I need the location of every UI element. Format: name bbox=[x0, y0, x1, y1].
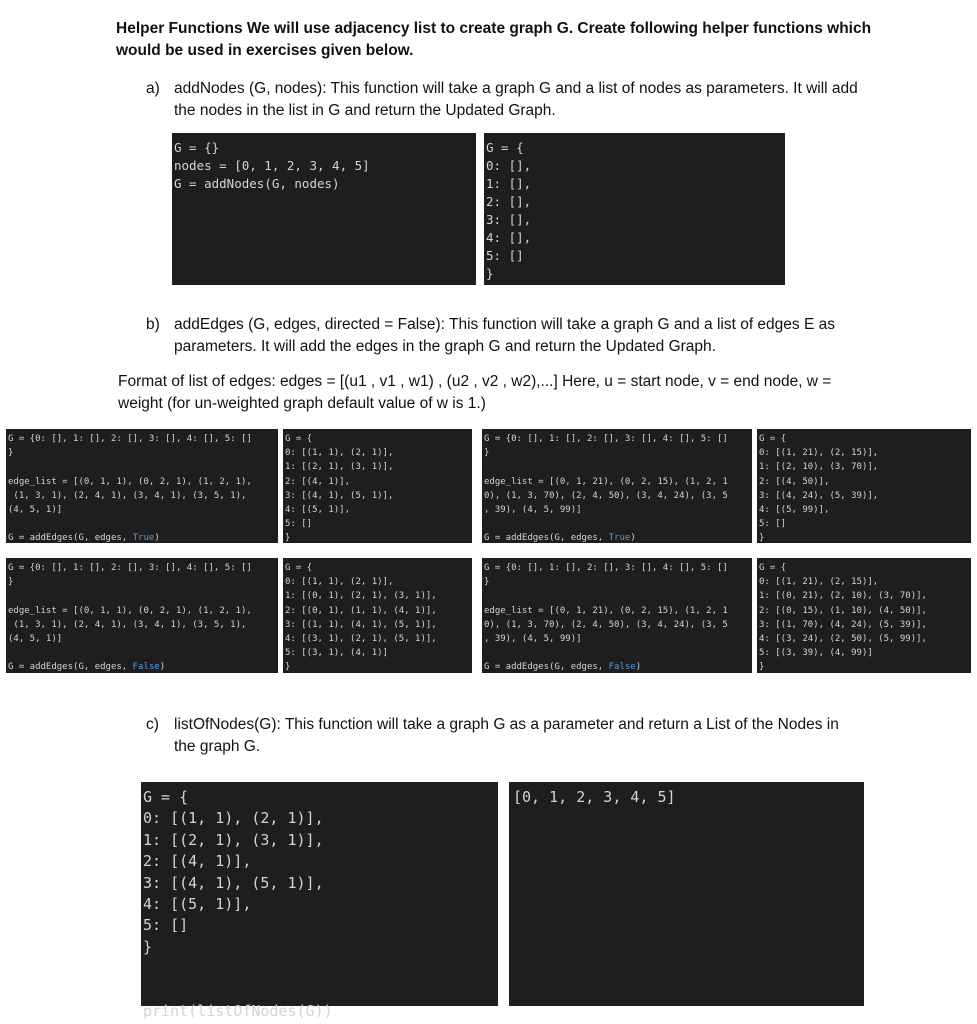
code-b-directed-unweighted-input bbox=[6, 429, 278, 543]
code-line bbox=[8, 460, 278, 474]
code-line bbox=[143, 980, 498, 1001]
code-line: G = { bbox=[759, 563, 787, 573]
code-line: 0: [(1, 1), (2, 1)], bbox=[285, 448, 394, 459]
code-line: 1: [(2, 1), (3, 1)], bbox=[143, 830, 324, 849]
item-c-label: c) bbox=[146, 716, 159, 733]
code-line: (4, 5, 1)] bbox=[8, 505, 63, 516]
code-line: 5: [(3, 39), (4, 99)] bbox=[759, 648, 873, 659]
code-line: 3: [(4, 1), (5, 1)], bbox=[143, 873, 324, 892]
code-line: G = {0: [], 1: [], 2: [], 3: [], 4: [], 5: [] bbox=[484, 563, 728, 573]
code-line: edge_list = [(0, 1, 1), (0, 2, 1), (1, 2, 1), bbox=[8, 476, 252, 487]
code-line bbox=[8, 646, 278, 660]
code-line: G = { bbox=[759, 434, 787, 444]
code-line: G = {} bbox=[174, 140, 220, 155]
code-line: } bbox=[285, 533, 291, 544]
code-line: G = addEdges(G, edges, True) bbox=[484, 533, 636, 544]
code-line: G = { bbox=[285, 563, 313, 573]
code-line: 0), (1, 3, 70), (2, 4, 50), (3, 4, 24), (3, 5 bbox=[484, 619, 728, 630]
code-line: 2: [(0, 1), (1, 1), (4, 1)], bbox=[285, 605, 437, 616]
code-line: 2: [(4, 50)], bbox=[759, 476, 830, 487]
code-line: } bbox=[484, 448, 490, 459]
code-line: G = {0: [], 1: [], 2: [], 3: [], 4: [], 5: [] bbox=[484, 434, 728, 444]
code-line bbox=[8, 589, 278, 603]
code-line: G = { bbox=[486, 140, 524, 155]
code-line: G = addNodes(G, nodes) bbox=[174, 176, 340, 191]
item-c-text: listOfNodes(G): This function will take a graph G as a parameter and return a List of the Nodes in the graph G. bbox=[174, 716, 839, 755]
boolean-keyword: True bbox=[608, 533, 631, 544]
code-line: } bbox=[8, 448, 14, 459]
code-line: 1: [(0, 21), (2, 10), (3, 70)], bbox=[759, 591, 927, 602]
code-line: } bbox=[486, 266, 494, 281]
item-a-text: addNodes (G, nodes): This function will take a graph G and a list of nodes as parameters. It will add the nodes in the list in G and return the Updated Graph. bbox=[174, 80, 858, 119]
code-line: (1, 3, 1), (2, 4, 1), (3, 4, 1), (3, 5, 1), bbox=[8, 619, 247, 630]
edge-format-text: Format of list of edges: edges = [(u1 , v1 , w1) , (u2 , v2 , w2),...] Here, u = start node, v = end node, w = weight (for un-weighted graph default value of w is 1.) bbox=[118, 373, 832, 412]
boolean-keyword: False bbox=[132, 662, 160, 673]
code-line: 0: [], bbox=[486, 158, 532, 173]
code-line: } bbox=[8, 577, 14, 588]
code-line: 2: [(0, 15), (1, 10), (4, 50)], bbox=[759, 605, 927, 616]
code-line: G = {0: [], 1: [], 2: [], 3: [], 4: [], 5: [] bbox=[8, 434, 252, 444]
code-line: 1: [(2, 10), (3, 70)], bbox=[759, 462, 879, 473]
code-line: 1: [(0, 1), (2, 1), (3, 1)], bbox=[285, 591, 437, 602]
code-line: G = addEdges(G, edges, False) bbox=[8, 662, 166, 673]
code-line: 5: [] bbox=[759, 519, 787, 530]
code-line: 4: [(3, 24), (2, 50), (5, 99)], bbox=[759, 634, 927, 645]
code-b-directed-unweighted-output bbox=[283, 429, 472, 543]
code-line: } bbox=[759, 533, 765, 544]
code-line bbox=[143, 958, 498, 979]
code-line: , 39), (4, 5, 99)] bbox=[484, 634, 582, 645]
code-line bbox=[484, 517, 752, 531]
code-line: 0: [(1, 1), (2, 1)], bbox=[143, 809, 324, 828]
code-line bbox=[484, 589, 752, 603]
code-line: edge_list = [(0, 1, 21), (0, 2, 15), (1, 2, 1 bbox=[484, 605, 728, 616]
code-line: } bbox=[285, 662, 291, 673]
code-line: print(listOfNodes(G)) bbox=[143, 1002, 333, 1021]
code-b-directed-weighted-output bbox=[757, 429, 971, 543]
code-line: 5: [] bbox=[143, 916, 189, 935]
code-line: 4: [(5, 99)], bbox=[759, 505, 830, 516]
code-line: [0, 1, 2, 3, 4, 5] bbox=[513, 788, 676, 806]
page-heading: Helper Functions We will use adjacency list to create graph G. Create following helper functions which would be used in exercises given below. bbox=[116, 20, 872, 59]
item-a-label: a) bbox=[146, 80, 160, 97]
code-line: 4: [(3, 1), (2, 1), (5, 1)], bbox=[285, 634, 437, 645]
code-line: G = { bbox=[285, 434, 313, 444]
code-line: nodes = [0, 1, 2, 3, 4, 5] bbox=[174, 158, 370, 173]
code-line: G = addEdges(G, edges, False) bbox=[484, 662, 642, 673]
code-line: 3: [(4, 1), (5, 1)], bbox=[285, 490, 394, 501]
code-line: 3: [(1, 1), (4, 1), (5, 1)], bbox=[285, 619, 437, 630]
code-line bbox=[8, 517, 278, 531]
code-line: 5: [] bbox=[285, 519, 313, 530]
code-line: 2: [(4, 1)], bbox=[143, 852, 252, 871]
code-line: 0: [(1, 1), (2, 1)], bbox=[285, 577, 394, 588]
item-b-label: b) bbox=[146, 316, 160, 333]
code-line: 1: [(2, 1), (3, 1)], bbox=[285, 462, 394, 473]
code-line: 3: [(4, 24), (5, 39)], bbox=[759, 490, 879, 501]
code-b-undirected-unweighted-output bbox=[283, 558, 472, 673]
code-line: 4: [(5, 1)], bbox=[285, 505, 351, 516]
code-line: 0: [(1, 21), (2, 15)], bbox=[759, 448, 879, 459]
code-b-directed-weighted-input bbox=[482, 429, 752, 543]
code-a-input bbox=[172, 133, 476, 285]
code-line: } bbox=[484, 577, 490, 588]
code-line: G = {0: [], 1: [], 2: [], 3: [], 4: [], 5: [] bbox=[8, 563, 252, 573]
code-line: (4, 5, 1)] bbox=[8, 634, 63, 645]
code-line: } bbox=[759, 662, 765, 673]
code-line: G = addEdges(G, edges, True) bbox=[8, 533, 160, 544]
boolean-keyword: False bbox=[608, 662, 636, 673]
code-line: 0), (1, 3, 70), (2, 4, 50), (3, 4, 24), (3, 5 bbox=[484, 490, 728, 501]
item-b-text: addEdges (G, edges, directed = False): This function will take a graph G and a list of edges E as parameters. It will add the edges in the graph G and return the Updated Graph. bbox=[174, 316, 835, 355]
code-line: (1, 3, 1), (2, 4, 1), (3, 4, 1), (3, 5, 1), bbox=[8, 490, 247, 501]
code-line: 4: [(5, 1)], bbox=[143, 895, 252, 914]
code-line: 3: [(1, 70), (4, 24), (5, 39)], bbox=[759, 619, 927, 630]
code-b-undirected-unweighted-input bbox=[6, 558, 278, 673]
code-b-undirected-weighted-output bbox=[757, 558, 971, 673]
code-line: } bbox=[143, 937, 153, 956]
code-line: , 39), (4, 5, 99)] bbox=[484, 505, 582, 516]
code-line bbox=[484, 646, 752, 660]
code-line: edge_list = [(0, 1, 21), (0, 2, 15), (1, 2, 1 bbox=[484, 476, 728, 487]
code-c-output bbox=[509, 782, 864, 1006]
code-line: 2: [], bbox=[486, 194, 532, 209]
code-a-output bbox=[484, 133, 785, 285]
code-line: 5: [(3, 1), (4, 1)] bbox=[285, 648, 388, 659]
code-line bbox=[484, 460, 752, 474]
code-c-input bbox=[141, 782, 498, 1021]
code-line: 5: [] bbox=[486, 248, 524, 263]
code-line: 3: [], bbox=[486, 212, 532, 227]
code-line: G = { bbox=[143, 788, 189, 806]
code-line: 1: [], bbox=[486, 176, 532, 191]
code-line: 4: [], bbox=[486, 230, 532, 245]
code-b-undirected-weighted-input bbox=[482, 558, 752, 673]
code-line: edge_list = [(0, 1, 1), (0, 2, 1), (1, 2, 1), bbox=[8, 605, 252, 616]
code-line: 2: [(4, 1)], bbox=[285, 476, 351, 487]
boolean-keyword: True bbox=[132, 533, 155, 544]
code-line: 0: [(1, 21), (2, 15)], bbox=[759, 577, 879, 588]
